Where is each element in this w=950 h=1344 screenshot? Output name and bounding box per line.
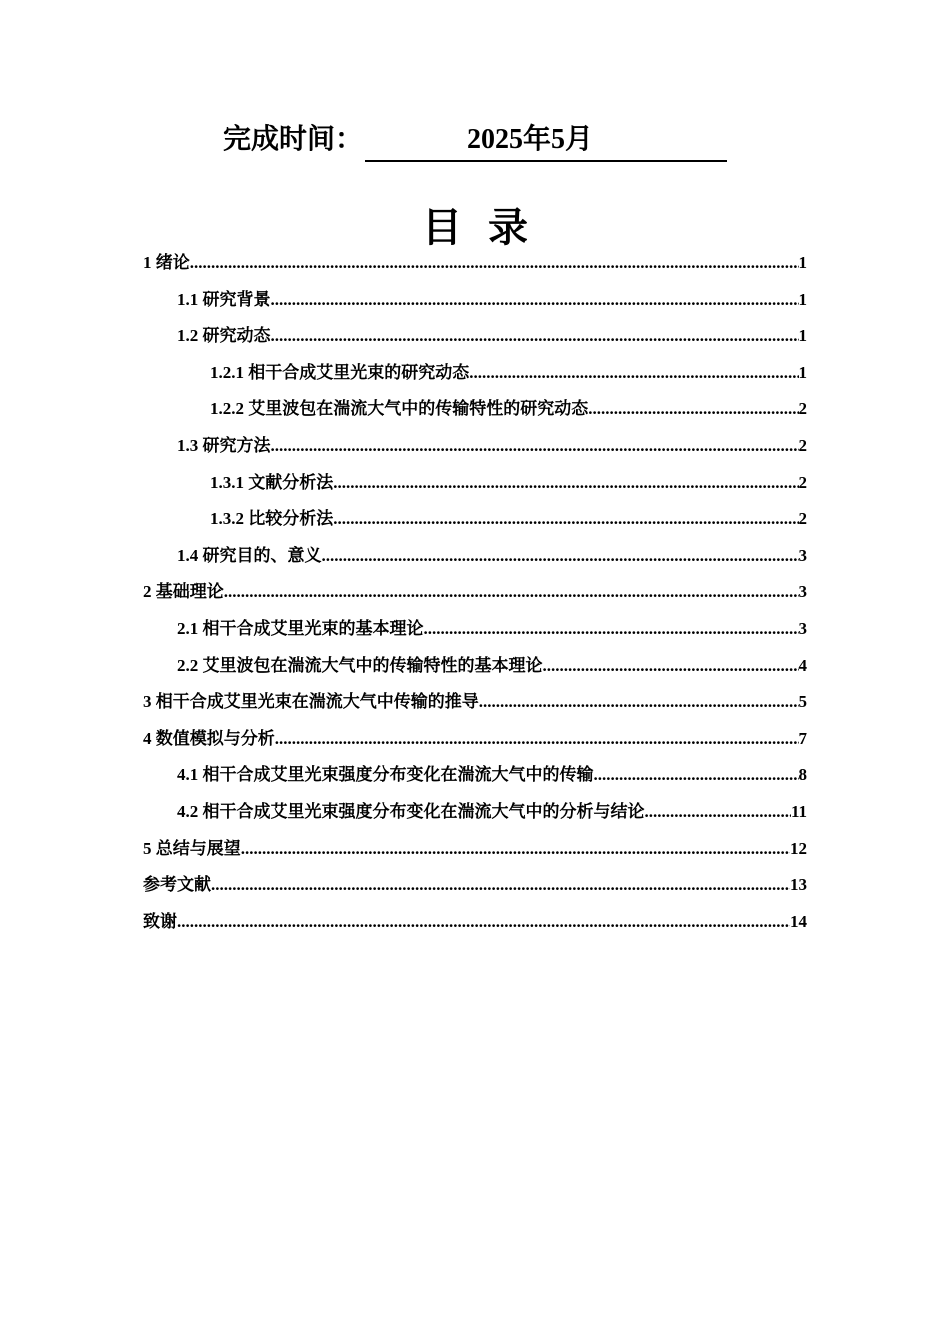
toc-entry[interactable]: [143, 501, 807, 538]
toc-entry-page-number: 2: [798, 472, 807, 492]
toc-entry-page-number: 1: [798, 289, 807, 309]
toc-entry-title: 1.4 研究目的、意义: [177, 545, 322, 565]
toc-entry-page-number: 3: [798, 545, 807, 565]
toc-entry-title: 1.3.2 比较分析法: [210, 509, 334, 529]
toc-entry-title: 2 基础理论: [143, 582, 224, 602]
toc-entry-page-number: 14: [790, 911, 807, 931]
toc-entry-page-number: 4: [798, 655, 807, 675]
toc-entry-title: 1.2.1 相干合成艾里光束的研究动态: [210, 362, 470, 382]
toc-entry[interactable]: [143, 428, 807, 465]
toc-entry[interactable]: [143, 465, 807, 502]
toc-entry-page-number: 2: [798, 435, 807, 455]
completion-date-label: 完成时间：: [222, 124, 363, 155]
toc-entry-title: 1 绪论: [143, 253, 190, 272]
toc-dot-leader: [645, 794, 791, 831]
toc-dot-leader: [333, 465, 798, 502]
toc-dot-leader: [211, 867, 790, 904]
toc-entry[interactable]: [143, 794, 807, 831]
toc-title: 目录: [422, 205, 554, 250]
toc-entry-title: 1.2.2 艾里波包在湍流大气中的传输特性的研究动态: [210, 399, 589, 419]
toc-dot-leader: [177, 904, 790, 941]
toc-entry-title: 1.1 研究背景: [177, 289, 271, 309]
toc-entry-title: 2.1 相干合成艾里光束的基本理论: [177, 618, 424, 638]
toc-entry[interactable]: [143, 391, 807, 428]
toc-entry[interactable]: [143, 245, 807, 282]
toc-entry-page-number: 3: [798, 582, 807, 602]
toc-entry-title: 1.2 研究动态: [177, 326, 271, 346]
toc-entry-title: 1.3.1 文献分析法: [210, 472, 334, 492]
toc-dot-leader: [275, 721, 799, 758]
table-of-contents: [143, 245, 807, 940]
toc-entry-page-number: 2: [798, 509, 807, 529]
toc-entry[interactable]: [143, 318, 807, 355]
toc-entry-page-number: 11: [790, 801, 807, 821]
toc-entry[interactable]: [143, 684, 807, 721]
toc-entry-page-number: 2: [798, 399, 807, 419]
toc-entry-title: 3 相干合成艾里光束在湍流大气中传输的推导: [143, 692, 479, 712]
toc-entry[interactable]: [143, 904, 807, 941]
toc-entry-page-number: 1: [798, 362, 807, 382]
toc-entry[interactable]: [143, 611, 807, 648]
toc-dot-leader: [271, 428, 799, 465]
toc-entry-page-number: 3: [798, 618, 807, 638]
toc-entry[interactable]: [143, 867, 807, 904]
toc-dot-leader: [543, 648, 799, 685]
toc-entry-page-number: 5: [798, 692, 807, 712]
toc-dot-leader: [424, 611, 799, 648]
toc-dot-leader: [469, 355, 798, 392]
toc-entry-page-number: 7: [798, 728, 807, 748]
completion-date-line: [0, 118, 950, 162]
toc-dot-leader: [271, 282, 799, 319]
toc-entry[interactable]: [143, 282, 807, 319]
toc-entry[interactable]: [143, 831, 807, 868]
toc-entry[interactable]: [143, 757, 807, 794]
toc-dot-leader: [322, 538, 799, 575]
toc-entry-page-number: 8: [798, 765, 807, 785]
toc-entry-page-number: 1: [798, 326, 807, 346]
toc-dot-leader: [224, 574, 799, 611]
toc-entry-title: 4.2 相干合成艾里光束强度分布变化在湍流大气中的分析与结论: [177, 801, 645, 821]
toc-entry[interactable]: [143, 574, 807, 611]
toc-entry-title: 1.3 研究方法: [177, 435, 271, 455]
toc-dot-leader: [190, 245, 799, 282]
toc-entry[interactable]: [143, 648, 807, 685]
toc-dot-leader: [271, 318, 799, 355]
toc-entry[interactable]: [143, 538, 807, 575]
toc-entry-title: 4.1 相干合成艾里光束强度分布变化在湍流大气中的传输: [177, 765, 594, 785]
toc-dot-leader: [588, 391, 798, 428]
toc-entry-title: 致谢: [143, 911, 177, 931]
toc-entry-page-number: 1: [798, 253, 807, 272]
toc-entry-title: 5 总结与展望: [143, 838, 241, 858]
toc-entry-page-number: 12: [790, 838, 807, 858]
toc-entry[interactable]: [143, 355, 807, 392]
toc-entry-page-number: 13: [790, 875, 807, 895]
toc-dot-leader: [241, 831, 790, 868]
toc-dot-leader: [479, 684, 799, 721]
toc-dot-leader: [333, 501, 798, 538]
toc-dot-leader: [594, 757, 799, 794]
completion-date-value: 2025年5月: [365, 120, 727, 162]
toc-entry[interactable]: [143, 721, 807, 758]
toc-entry-title: 参考文献: [143, 875, 211, 895]
toc-entry-title: 2.2 艾里波包在湍流大气中的传输特性的基本理论: [177, 655, 543, 675]
toc-entry-title: 4 数值模拟与分析: [143, 728, 275, 748]
